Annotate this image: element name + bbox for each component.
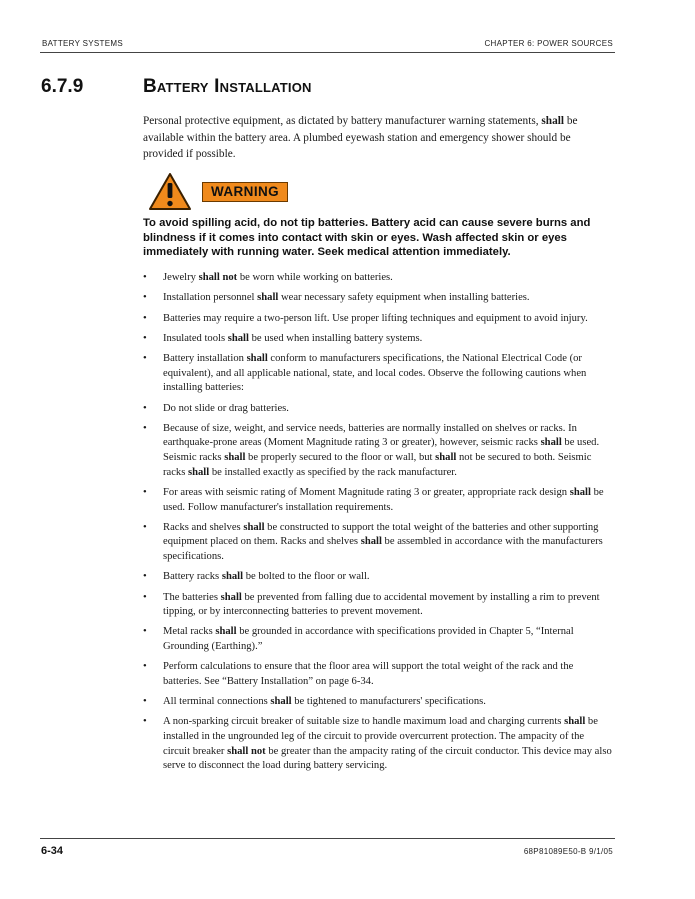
page-number: 6-34 — [41, 845, 64, 857]
list-item-emphasis: shall not — [198, 272, 238, 283]
list-item — [143, 570, 613, 585]
warning-label: WARNING — [202, 182, 288, 202]
bullet-marker: • — [143, 661, 147, 673]
intro-emphasis: shall — [541, 115, 565, 127]
list-item — [143, 695, 613, 710]
list-item — [143, 271, 613, 286]
list-item-emphasis: shall — [360, 536, 382, 548]
warning-triangle-icon — [148, 172, 192, 211]
running-header-right: CHAPTER 6: POWER SOURCES — [484, 39, 613, 48]
footer-rule — [40, 838, 615, 839]
list-item-text: Perform calculations to ensure that the floor area will support the total weight of the rack and the batteries. See “Battery Installation” on page 6-34. — [163, 661, 574, 687]
warning-callout — [148, 172, 308, 212]
list-item-text: Installation personnel shall wear necessary safety equipment when installing batteries. — [163, 292, 530, 304]
list-item-emphasis: shall — [243, 521, 265, 533]
list-item — [143, 402, 613, 417]
list-item — [143, 660, 613, 689]
warning-text: To avoid spilling acid, do not tip batteries. Battery acid can cause severe burns and blindness if it comes into contact with skin or eyes. Wash affected skin or eyes immediately with running water. Seek medical attention immediately. — [143, 217, 591, 258]
list-item-text: Do not slide or drag batteries. — [163, 402, 289, 414]
list-item-emphasis: shall — [224, 452, 246, 464]
section-number: 6.7.9 — [41, 76, 84, 97]
list-item — [143, 486, 613, 515]
bullet-marker: • — [143, 312, 147, 324]
document-id: 68P81089E50-B 9/1/05 — [523, 847, 613, 856]
bullet-marker: • — [143, 332, 147, 344]
bullet-marker: • — [143, 571, 147, 583]
bullet-marker: • — [143, 716, 147, 728]
list-item-text: A non-sparking circuit breaker of suitable size to handle maximum load and charging currents shall be installed in the ungrounded leg of the circuit to provide overcurrent protection. The ampacity of the circuit breaker shall not be greater than the ampacity rating of the circuit conductor. This device may also serve to disconnect the load during battery servicing. — [163, 716, 612, 772]
list-item — [143, 352, 613, 396]
list-item-emphasis: shall — [564, 716, 586, 728]
list-item-emphasis: shall — [270, 696, 292, 708]
list-item-text: Battery installation shall conform to manufacturers specifications, the National Electrical Code (or equivalent), and all applicable national, state, and local codes. Observe the following cautions when installing batteries: — [163, 353, 587, 394]
list-item-text: Racks and shelves shall be constructed to support the total weight of the batteries and other supporting equipment placed on them. Racks and shelves shall be assembled in accordance with the manufacturers specifications. — [163, 521, 603, 562]
list-item-emphasis: shall — [246, 353, 268, 365]
bullet-marker: • — [143, 353, 147, 365]
list-item — [143, 312, 613, 327]
list-item-text: Insulated tools shall be used when installing battery systems. — [163, 332, 423, 344]
list-item-emphasis: shall — [435, 452, 457, 464]
list-item-text: Battery racks shall be bolted to the floor or wall. — [163, 571, 370, 583]
list-item-emphasis: shall — [227, 332, 249, 344]
list-item-emphasis: shall — [257, 292, 279, 304]
list-item-emphasis: shall — [221, 571, 244, 583]
bullet-marker: • — [143, 696, 147, 708]
list-item — [143, 591, 613, 620]
caution-list — [143, 271, 613, 780]
list-item-emphasis: shall — [220, 591, 242, 603]
list-item-emphasis: shall — [188, 466, 210, 478]
list-item-emphasis: shall — [569, 486, 591, 498]
list-item — [143, 422, 613, 480]
bullet-marker: • — [143, 402, 147, 414]
list-item — [143, 625, 613, 654]
list-item-text: The batteries shall be prevented from falling due to accidental movement by installing a rim to prevent tipping, or by interconnecting batteries to prevent movement. — [163, 591, 600, 618]
list-item-text: All terminal connections shall be tightened to manufacturers' specifications. — [163, 696, 486, 708]
list-item-text: Because of size, weight, and service needs, batteries are normally installed on shelves or racks. In earthquake-prone areas (Moment Magnitude rating 3 or greater), however, seismic racks shall be used. Seismic racks shall be properly secured to the floor or wall, but shall not be secured to both. Seismic racks shall be installed exactly as specified by the rack manufacturer. — [163, 422, 600, 478]
bullet-marker: • — [143, 521, 147, 533]
list-item-emphasis: shall not — [227, 745, 266, 757]
bullet-marker: • — [143, 292, 147, 304]
bullet-marker: • — [143, 272, 147, 283]
bullet-marker: • — [143, 422, 147, 434]
bullet-marker: • — [143, 486, 147, 498]
bullet-marker: • — [143, 626, 147, 638]
list-item — [143, 291, 613, 306]
list-item — [143, 521, 613, 565]
list-item — [143, 332, 613, 347]
list-item — [143, 715, 613, 773]
list-item-emphasis: shall — [215, 626, 237, 638]
list-item-text: Jewelry shall not be worn while working on batteries. — [163, 272, 393, 283]
list-item-text: For areas with seismic rating of Moment Magnitude rating 3 or greater, appropriate rack design shall be used. Follow manufacturer's installation requirements. — [163, 486, 604, 513]
intro-paragraph: Personal protective equipment, as dictated by battery manufacturer warning statements, shall be available within the battery area. A plumbed eyewash station and emergency shower should be provided if possible. — [143, 115, 578, 160]
list-item-text: Batteries may require a two-person lift. Use proper lifting techniques and equipment to avoid injury. — [163, 312, 588, 324]
list-item-emphasis: shall — [540, 437, 562, 449]
list-item-text: Metal racks shall be grounded in accordance with specifications provided in Chapter 5, “Internal Grounding (Earthing).” — [163, 626, 574, 653]
header-rule — [40, 52, 615, 53]
running-header-left: BATTERY SYSTEMS — [42, 39, 123, 48]
bullet-marker: • — [143, 591, 147, 603]
section-title: Battery Installation — [143, 76, 312, 97]
